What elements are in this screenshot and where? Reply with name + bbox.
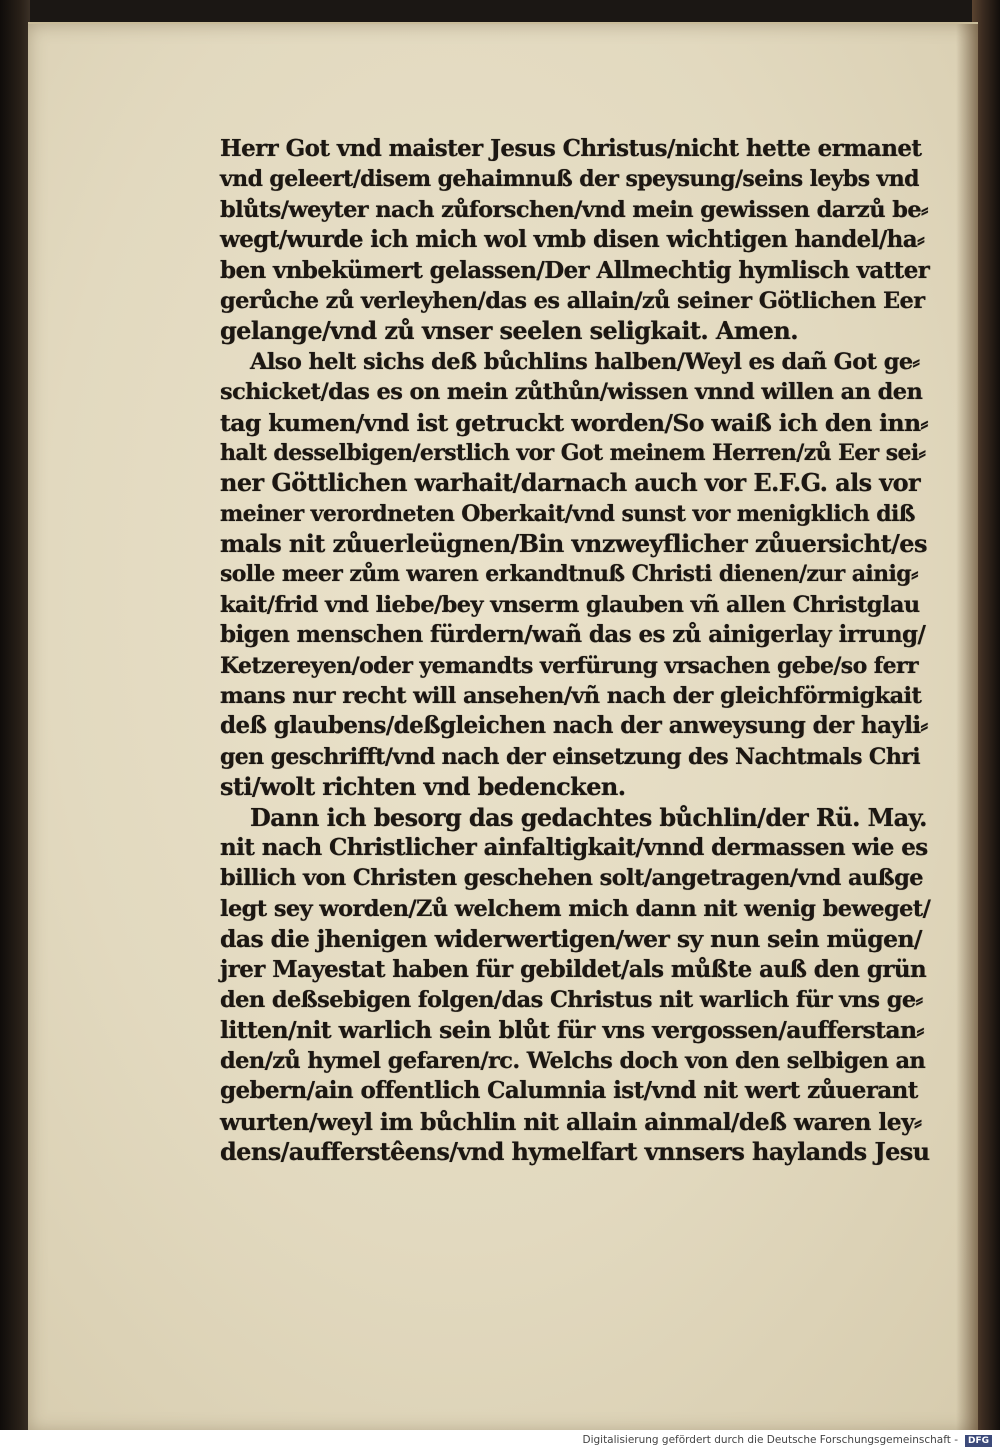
text-line: ben vnbekümert gelassen/Der Allmechtig hymlisch vatter [220,256,930,284]
text-line: ner Göttlichen warhait/darnach auch vor E.F.G. als vor [220,468,921,498]
dfg-logo: DFG [965,1435,992,1447]
book-page [28,22,978,1432]
text-line: Ketzereyen/oder yemandts verfürung vrsachen gebe/so ferr [220,652,918,679]
text-line: tag kumen/vnd ist getruckt worden/So waiß ich den inn⸗ [220,408,928,437]
text-line: mals nit zůuerleügnen/Bin vnzweyflicher zůuersicht/es [220,529,927,559]
text-line: jrer Mayestat haben für gebildet/als můßte auß den grün [220,955,927,983]
text-line: wurten/weyl im bůchlin nit allain ainmal/deß waren ley⸗ [220,1107,922,1136]
text-line: das die jhenigen widerwertigen/wer sy nun sein mügen/ [220,925,922,954]
text-line: den deßsebigen folgen/das Christus nit warlich für vns ge⸗ [220,986,923,1013]
text-line: legt sey worden/Zů welchem mich dann nit wenig beweget/ [220,895,931,922]
text-line: billich von Christen geschehen solt/angetragen/vnd außge [220,865,924,892]
page-gutter-shadow [956,24,978,1432]
digitization-footer [0,1430,1000,1452]
text-line: deß glaubens/deßgleichen nach der anweysung der hayli⸗ [220,712,928,740]
text-line: blůts/weyter nach zůforschen/vnd mein gewissen darzů be⸗ [220,196,928,223]
book-binding-left [0,0,30,1430]
text-line: bigen menschen fürdern/wañ das es zů ainigerlay irrung/ [220,621,926,649]
text-line: gebern/ain offentlich Calumnia ist/vnd nit wert zůuerant [220,1077,918,1105]
text-line: wegt/wurde ich mich wol vmb disen wichtigen handel/ha⸗ [220,226,925,254]
text-line: Also helt sichs deß bůchlins halben/Weyl es dañ Got ge⸗ [250,348,920,375]
text-line: gen geschrifft/vnd nach der einsetzung des Nachtmals Chri [220,743,920,770]
text-line: mans nur recht will ansehen/vñ nach der gleichförmigkait [220,683,922,710]
text-line: Herr Got vnd maister Jesus Christus/nicht hette ermanet [220,135,922,162]
text-line: sti/wolt richten vnd bedencken. [220,772,626,802]
text-line: halt desselbigen/erstlich vor Got meinem Herren/zů Eer sei⸗ [220,439,926,466]
text-line: dens/aufferstêens/vnd hymelfart vnnsers haylands Jesu [220,1136,930,1166]
text-line: solle meer zům waren erkandtnuß Christi dienen/zur ainig⸗ [220,561,918,588]
text-line: kait/frid vnd liebe/bey vnserm glauben vñ allen Christglau [220,591,920,618]
text-line: gerůche zů verleyhen/das es allain/zů seiner Götlichen Eer [220,287,925,314]
text-line: Dann ich besorg das gedachtes bůchlin/der Rü. May. [250,802,927,832]
footer-credit-text: Digitalisierung gefördert durch die Deutsche Forschungsgemeinschaft - [582,1434,958,1446]
text-line: gelange/vnd zů vnser seelen seligkait. Amen. [220,316,798,346]
text-line: vnd geleert/disem gehaimnuß der speysung/seins leybs vnd [220,166,919,193]
text-line: schicket/das es on mein zůthůn/wissen vnnd willen an den [220,379,923,406]
page-text-block [220,134,930,1167]
text-line: nit nach Christlicher ainfaltigkait/vnnd dermassen wie es [220,833,928,861]
text-line: den/zů hymel gefaren/rc. Welchs doch von den selbigen an [220,1047,926,1074]
text-line: meiner verordneten Oberkait/vnd sunst vor menigklich diß [220,500,915,527]
text-line: litten/nit warlich sein blůt für vns vergossen/aufferstan⸗ [220,1016,924,1045]
